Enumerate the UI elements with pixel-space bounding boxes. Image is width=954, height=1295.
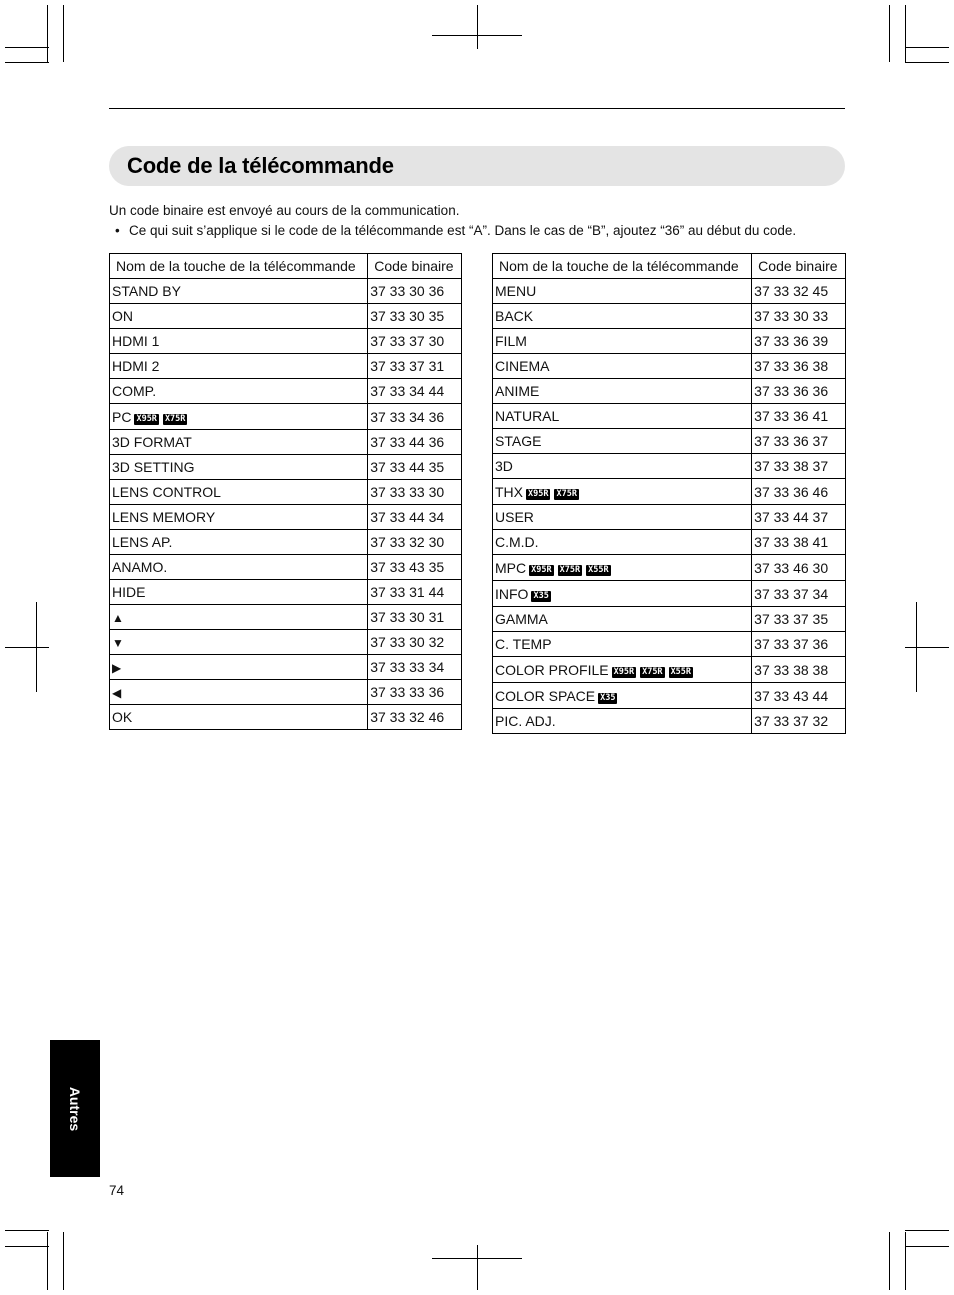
- key-name: THX: [495, 483, 523, 500]
- binary-code-cell: 37 33 37 32: [752, 709, 846, 734]
- table-row: [110, 480, 462, 505]
- table-row: [110, 605, 462, 630]
- binary-code-cell: 37 33 37 36: [752, 632, 846, 657]
- binary-code-cell: 37 33 33 34: [368, 655, 462, 680]
- table-row: [493, 454, 846, 479]
- column-header-key-name: Nom de la touche de la télécommande: [110, 254, 368, 279]
- key-name-cell: [110, 379, 368, 404]
- crop-mark: [905, 647, 949, 648]
- table-row: [110, 279, 462, 304]
- crop-mark: [889, 5, 890, 62]
- table-row: [493, 709, 846, 734]
- binary-code-cell: 37 33 36 36: [752, 379, 846, 404]
- key-name: HDMI 1: [112, 333, 160, 349]
- model-badge: X55R: [588, 564, 609, 575]
- model-badge: X75R: [559, 564, 581, 575]
- key-name-cell: [110, 404, 368, 430]
- table-row: [493, 683, 846, 709]
- key-name: LENS MEMORY: [112, 509, 216, 525]
- key-name: ▶: [112, 661, 122, 675]
- crop-mark: [5, 647, 49, 648]
- key-name: C.M.D.: [495, 534, 539, 550]
- key-name: CINEMA: [495, 358, 550, 374]
- table-row: [493, 379, 846, 404]
- key-name-cell: [493, 479, 752, 505]
- key-name: PC: [112, 408, 132, 425]
- key-name-cell: [110, 430, 368, 455]
- model-badge: X75R: [164, 413, 186, 424]
- key-name: LENS AP.: [112, 534, 173, 550]
- binary-code-cell: 37 33 43 35: [368, 555, 462, 580]
- binary-code-cell: 37 33 32 46: [368, 705, 462, 730]
- binary-code-cell: 37 33 44 36: [368, 430, 462, 455]
- table-row: [493, 530, 846, 555]
- table-row: [110, 354, 462, 379]
- table-row: [493, 607, 846, 632]
- table-row: [493, 505, 846, 530]
- key-name-cell: [110, 705, 368, 730]
- binary-code-cell: 37 33 34 44: [368, 379, 462, 404]
- key-name: 3D SETTING: [112, 459, 195, 475]
- crop-mark: [5, 1246, 49, 1247]
- crop-mark: [905, 1230, 949, 1231]
- table-row: [110, 530, 462, 555]
- header-rule: [109, 108, 845, 109]
- column-header-binary-code: Code binaire: [752, 254, 846, 279]
- crop-mark: [5, 47, 49, 48]
- key-name: BACK: [495, 308, 534, 324]
- key-name: COLOR SPACE: [495, 687, 596, 704]
- key-name-cell: [493, 404, 752, 429]
- binary-code-cell: 37 33 37 34: [752, 581, 846, 607]
- key-name-cell: [493, 454, 752, 479]
- table-row: [110, 630, 462, 655]
- table-row: [110, 304, 462, 329]
- model-badge: X75R: [556, 488, 577, 499]
- key-name-cell: [493, 304, 752, 329]
- key-name-cell: [493, 429, 752, 454]
- binary-code-cell: 37 33 44 35: [368, 455, 462, 480]
- column-header-binary-code: Code binaire: [368, 254, 462, 279]
- crop-mark: [63, 5, 64, 62]
- table-row: [110, 329, 462, 354]
- key-name: ANIME: [495, 383, 540, 399]
- key-name: GAMMA: [495, 611, 548, 627]
- key-name-cell: [110, 455, 368, 480]
- binary-code-cell: 37 33 34 36: [368, 404, 462, 430]
- binary-code-cell: 37 33 44 34: [368, 505, 462, 530]
- crop-mark: [432, 35, 522, 36]
- table-row: [110, 430, 462, 455]
- table-row: [493, 279, 846, 304]
- table-row: [493, 404, 846, 429]
- section-title-bar: [109, 146, 845, 186]
- key-name: C. TEMP: [495, 636, 552, 652]
- key-name-cell: [493, 657, 752, 683]
- crop-mark: [47, 1232, 48, 1290]
- key-name-cell: [110, 680, 368, 705]
- table-row: [493, 354, 846, 379]
- binary-code-cell: 37 33 33 30: [368, 480, 462, 505]
- crop-mark: [905, 1232, 906, 1290]
- key-name: HIDE: [112, 584, 146, 600]
- key-name: OK: [112, 709, 133, 725]
- key-name: FILM: [495, 333, 527, 349]
- table-row: [110, 655, 462, 680]
- table-header-row: [493, 254, 846, 279]
- key-name: 3D FORMAT: [112, 434, 192, 450]
- table-row: [493, 555, 846, 581]
- binary-code-cell: 37 33 32 45: [752, 279, 846, 304]
- table-row: [493, 429, 846, 454]
- crop-mark: [905, 1246, 949, 1247]
- model-badge: X35: [533, 590, 549, 601]
- key-name-cell: [110, 279, 368, 304]
- key-name: STAGE: [495, 433, 542, 449]
- binary-code-cell: 37 33 46 30: [752, 555, 846, 581]
- model-badge: X35: [600, 692, 616, 703]
- key-name-cell: [110, 555, 368, 580]
- key-name: MENU: [495, 283, 537, 299]
- key-name: ▼: [112, 636, 124, 650]
- binary-code-cell: 37 33 30 31: [368, 605, 462, 630]
- table-row: [110, 680, 462, 705]
- binary-code-cell: 37 33 37 31: [368, 354, 462, 379]
- model-badge: X55R: [670, 666, 692, 677]
- model-badge: X95R: [528, 488, 549, 499]
- table-row: [110, 505, 462, 530]
- key-name: PIC. ADJ.: [495, 713, 556, 729]
- crop-mark: [432, 1258, 522, 1259]
- binary-code-cell: 37 33 37 35: [752, 607, 846, 632]
- key-name: MPC: [495, 559, 527, 576]
- key-name: NATURAL: [495, 408, 560, 424]
- key-name-cell: [110, 580, 368, 605]
- key-name-cell: [493, 505, 752, 530]
- key-name-cell: [110, 329, 368, 354]
- key-name-cell: [493, 607, 752, 632]
- key-name: ▲: [112, 611, 124, 625]
- key-name-cell: [110, 480, 368, 505]
- table-row: [493, 632, 846, 657]
- key-name: 3D: [495, 458, 513, 474]
- model-badge: X95R: [531, 564, 552, 575]
- binary-code-cell: 37 33 36 37: [752, 429, 846, 454]
- key-name-cell: [493, 709, 752, 734]
- binary-code-cell: 37 33 37 30: [368, 329, 462, 354]
- binary-code-cell: 37 33 36 41: [752, 404, 846, 429]
- key-name: STAND BY: [112, 283, 181, 299]
- table-row: [493, 479, 846, 505]
- crop-mark: [5, 62, 49, 63]
- table-row: [110, 379, 462, 404]
- crop-mark: [905, 47, 949, 48]
- table-row: [110, 455, 462, 480]
- key-name: INFO: [495, 585, 529, 602]
- section-side-tab: [50, 1040, 100, 1177]
- key-name-cell: [493, 354, 752, 379]
- key-name: HDMI 2: [112, 358, 160, 374]
- crop-mark: [905, 5, 906, 62]
- table-row: [110, 555, 462, 580]
- crop-mark: [889, 1232, 890, 1290]
- binary-code-cell: 37 33 30 33: [752, 304, 846, 329]
- key-name-cell: [110, 605, 368, 630]
- binary-code-cell: 37 33 38 37: [752, 454, 846, 479]
- crop-mark: [477, 1245, 478, 1290]
- model-badge: X75R: [642, 666, 663, 677]
- key-name: ◀: [112, 686, 122, 700]
- side-tab-label: Autres: [67, 1086, 83, 1131]
- key-name-cell: [493, 279, 752, 304]
- remote-code-table-left: [109, 253, 462, 730]
- key-name-cell: [493, 632, 752, 657]
- binary-code-cell: 37 33 36 46: [752, 479, 846, 505]
- key-name-cell: [493, 530, 752, 555]
- key-name-cell: [110, 655, 368, 680]
- key-name-cell: [493, 329, 752, 354]
- intro-line: Un code binaire est envoyé au cours de la communication.: [109, 203, 460, 218]
- table-row: [493, 581, 846, 607]
- table-header-row: [110, 254, 462, 279]
- key-name-cell: [110, 304, 368, 329]
- binary-code-cell: 37 33 36 39: [752, 329, 846, 354]
- binary-code-cell: 37 33 30 36: [368, 279, 462, 304]
- key-name: ON: [112, 308, 133, 324]
- binary-code-cell: 37 33 30 32: [368, 630, 462, 655]
- key-name: LENS CONTROL: [112, 484, 221, 500]
- binary-code-cell: 37 33 43 44: [752, 683, 846, 709]
- bullet-icon: •: [115, 223, 120, 238]
- key-name-cell: [493, 555, 752, 581]
- crop-mark: [63, 1232, 64, 1290]
- table-row: [493, 304, 846, 329]
- intro-text: [109, 201, 849, 241]
- key-name-cell: [493, 683, 752, 709]
- key-name: COMP.: [112, 383, 157, 399]
- intro-bullet-text: Ce qui suit s’applique si le code de la télécommande est “A”. Dans le cas de “B”, ajoutez “36” au début du code.: [129, 223, 797, 238]
- key-name: ANAMO.: [112, 559, 168, 575]
- table-row: [493, 329, 846, 354]
- table-row: [493, 657, 846, 683]
- binary-code-cell: 37 33 36 38: [752, 354, 846, 379]
- binary-code-cell: 37 33 38 41: [752, 530, 846, 555]
- table-row: [110, 404, 462, 430]
- page-number: 74: [109, 1183, 125, 1198]
- key-name-cell: [110, 530, 368, 555]
- table-row: [110, 580, 462, 605]
- model-badge: X95R: [613, 666, 635, 677]
- key-name-cell: [493, 581, 752, 607]
- crop-mark: [5, 1230, 49, 1231]
- binary-code-cell: 37 33 32 30: [368, 530, 462, 555]
- binary-code-cell: 37 33 33 36: [368, 680, 462, 705]
- key-name-cell: [110, 505, 368, 530]
- key-name-cell: [493, 379, 752, 404]
- crop-mark: [47, 5, 48, 62]
- binary-code-cell: 37 33 44 37: [752, 505, 846, 530]
- page-title: Code de la télécommande: [127, 153, 394, 178]
- binary-code-cell: 37 33 31 44: [368, 580, 462, 605]
- table-row: [110, 705, 462, 730]
- crop-mark: [905, 62, 949, 63]
- binary-code-cell: 37 33 38 38: [752, 657, 846, 683]
- binary-code-cell: 37 33 30 35: [368, 304, 462, 329]
- intro-bullet-line: [109, 221, 849, 241]
- key-name: COLOR PROFILE: [495, 661, 609, 678]
- key-name-cell: [110, 630, 368, 655]
- key-name-cell: [110, 354, 368, 379]
- column-header-key-name: Nom de la touche de la télécommande: [493, 254, 752, 279]
- remote-code-table-right: [492, 253, 846, 734]
- model-badge: X95R: [136, 413, 157, 424]
- key-name: USER: [495, 509, 534, 525]
- crop-mark: [477, 5, 478, 49]
